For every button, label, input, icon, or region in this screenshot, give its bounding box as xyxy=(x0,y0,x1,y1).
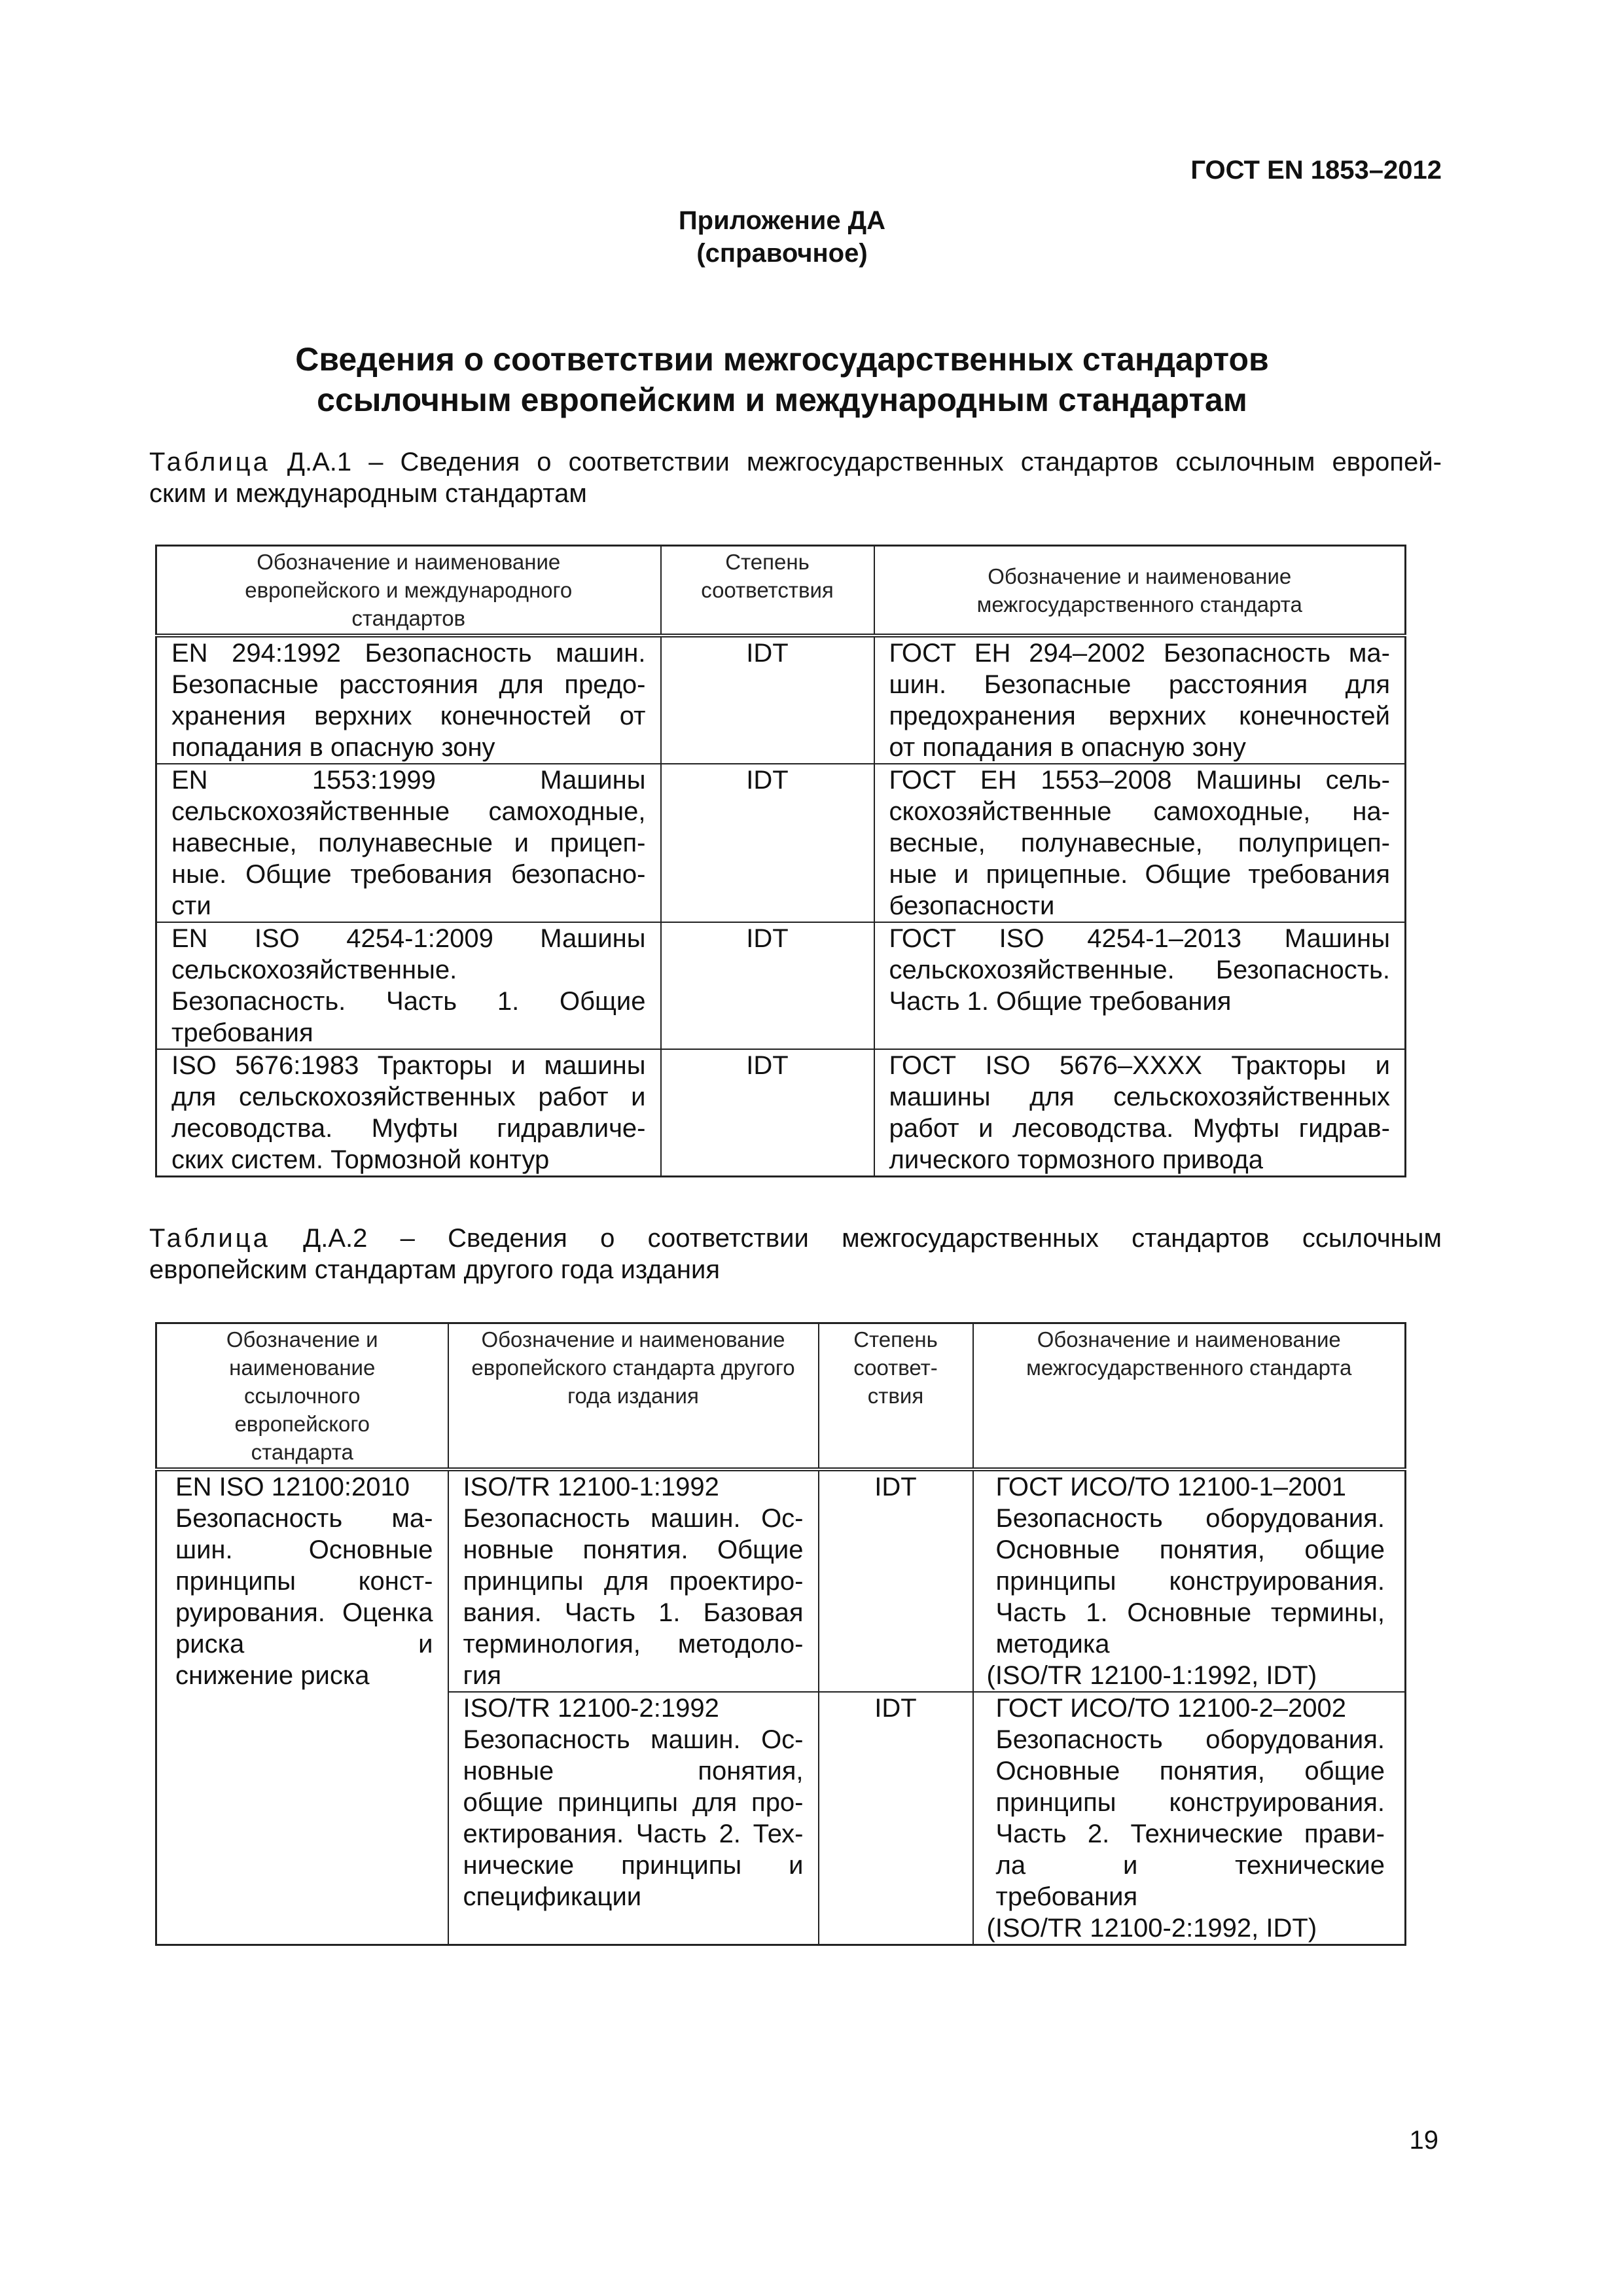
page-number: 19 xyxy=(1409,2126,1438,2155)
table1-caption xyxy=(149,446,1442,509)
cell-line: принципы конст- xyxy=(175,1567,433,1596)
cell-line: общие принципы для про- xyxy=(463,1788,804,1817)
cell-line: шин. Основные xyxy=(175,1535,433,1564)
cell-line: ГОСТ ЕН 294–2002 Безопасность ма- xyxy=(889,639,1390,668)
table1-ref-cell xyxy=(156,1049,661,1177)
cell-line: лесоводства. Муфты гидравличе- xyxy=(171,1114,646,1143)
cell-line: ГОСТ ISO 5676–XXXX Тракторы и xyxy=(889,1051,1390,1080)
table2-header-row xyxy=(156,1323,1406,1470)
cell-line: Безопасные расстояния для предо- xyxy=(171,670,646,699)
table2-caption xyxy=(149,1223,1442,1285)
cell-line: снижение риска xyxy=(175,1661,370,1690)
cell-line: ISO 5676:1983 Тракторы и машины xyxy=(171,1051,646,1080)
table1-ref-cell xyxy=(156,764,661,922)
cell-line: ГОСТ ISO 4254-1–2013 Машины xyxy=(889,924,1390,953)
table1-ref-cell xyxy=(156,922,661,1049)
cell-line: ISO/TR 12100-1:1992 xyxy=(463,1473,719,1501)
table1-row xyxy=(156,636,1406,764)
appendix-type: (справочное) xyxy=(696,239,868,268)
cell-line: вания. Часть 1. Базовая xyxy=(463,1598,804,1627)
table1-degree-cell: IDT xyxy=(661,922,874,1049)
table2-caption-label: Таблица xyxy=(149,1224,270,1253)
cell-line: EN ISO 4254-1:2009 Машины xyxy=(171,924,646,953)
table1-caption-line: ским и международным стандартам xyxy=(149,479,587,508)
cell-line: Безопасность машин. Ос- xyxy=(463,1725,804,1754)
cell-line: хранения верхних конечностей от xyxy=(171,702,646,730)
cell-line: для сельскохозяйственных работ и xyxy=(171,1083,646,1111)
cell-line: Безопасность оборудования. xyxy=(995,1504,1385,1533)
cell-line: ектирования. Часть 2. Тех- xyxy=(463,1820,804,1848)
cell-line: ГОСТ ИСО/ТО 12100-2–2002 xyxy=(995,1694,1347,1723)
table1-degree-cell: IDT xyxy=(661,764,874,922)
cell-line: EN ISO 12100:2010 xyxy=(175,1473,410,1501)
cell-line: ла и технические xyxy=(995,1851,1385,1880)
cell-line: принципы конструирования. xyxy=(995,1788,1385,1817)
cell-line: Основные понятия, общие xyxy=(995,1535,1385,1564)
cell-line: ГОСТ ИСО/ТО 12100-1–2001 xyxy=(995,1473,1347,1501)
cell-line: риска и xyxy=(175,1630,433,1659)
cell-line: от попадания в опасную зону xyxy=(889,733,1246,762)
cell-line: новные понятия. Общие xyxy=(463,1535,804,1564)
table1-ref-cell xyxy=(156,636,661,764)
document-code: ГОСТ EN 1853–2012 xyxy=(1190,156,1442,185)
cell-line: требования xyxy=(171,1018,313,1047)
table2-row xyxy=(156,1469,1406,1692)
cell-line: Безопасность оборудования. xyxy=(995,1725,1385,1754)
table1 xyxy=(155,545,1406,1177)
cell-line: ских систем. Тормозной контур xyxy=(171,1145,550,1174)
table1-gost-cell xyxy=(874,636,1406,764)
cell-line: шин. Безопасные расстояния для xyxy=(889,670,1390,699)
cell-line: нические принципы и xyxy=(463,1851,804,1880)
page-title xyxy=(0,339,1564,420)
table1-caption-label: Таблица xyxy=(149,448,270,476)
cell-line: безопасности xyxy=(889,891,1055,920)
cell-line: сельскохозяйственные. Безопасность. xyxy=(889,956,1390,984)
table1-header-row xyxy=(156,546,1406,636)
cell-line: EN 294:1992 Безопасность машин. xyxy=(171,639,646,668)
table2-other-cell xyxy=(448,1692,819,1945)
cell-line: сельскохозяйственные самоходные, xyxy=(171,797,646,826)
table2-ref-cell xyxy=(156,1469,448,1945)
cell-line: Часть 2. Технические прави- xyxy=(995,1820,1385,1848)
cell-line: навесные, полунавесные и прицеп- xyxy=(171,829,646,857)
cell-line: ГОСТ ЕН 1553–2008 Машины сель- xyxy=(889,766,1390,795)
table1-header-degree: Степень соответствия xyxy=(661,546,874,636)
cell-line: EN 1553:1999 Машины xyxy=(171,766,646,795)
table2-degree-cell: IDT xyxy=(819,1692,973,1945)
table1-header-ref: Обозначение и наименование европейского и международного стандартов xyxy=(156,546,661,636)
cell-line: Безопасность машин. Ос- xyxy=(463,1504,804,1533)
table2-caption-text: Д.А.2 – Сведения о соответствии межгосударственных стандартов ссылочным xyxy=(303,1224,1442,1253)
table1-header-gost: Обозначение и наименование межгосударственного стандарта xyxy=(874,546,1406,636)
cell-line: весные, полунавесные, полуприцеп- xyxy=(889,829,1390,857)
table1-degree-cell: IDT xyxy=(661,636,874,764)
cell-line: ные и прицепные. Общие требования xyxy=(889,860,1390,889)
table1-gost-cell xyxy=(874,1049,1406,1177)
cell-line: попадания в опасную зону xyxy=(171,733,495,762)
cell-line: принципы для проектиро- xyxy=(463,1567,804,1596)
cell-line: терминология, методоло- xyxy=(463,1630,804,1659)
table2-gost-cell xyxy=(973,1692,1406,1945)
page-title-line: Сведения о соответствии межгосударственных стандартов xyxy=(295,341,1269,378)
page-title-line: ссылочным европейским и международным стандартам xyxy=(317,382,1247,418)
cell-line: скохозяйственные самоходные, на- xyxy=(889,797,1390,826)
cell-line: лического тормозного привода xyxy=(889,1145,1263,1174)
cell-line: руирования. Оценка xyxy=(175,1598,433,1627)
table2-degree-cell: IDT xyxy=(819,1469,973,1692)
table2-gost-cell xyxy=(973,1469,1406,1692)
cell-line: работ и лесоводства. Муфты гидрав- xyxy=(889,1114,1390,1143)
table2-header-degree: Степень соответ-ствия xyxy=(819,1323,973,1470)
cell-line: Основные понятия, общие xyxy=(995,1757,1385,1785)
appendix-heading xyxy=(0,204,1564,270)
cell-line: Безопасность ма- xyxy=(175,1504,433,1533)
table1-caption-text: Д.А.1 – Сведения о соответствии межгосударственных стандартов ссылочным европей- xyxy=(287,448,1442,476)
cell-line: предохранения верхних конечностей xyxy=(889,702,1390,730)
cell-line: новные понятия, xyxy=(463,1757,804,1785)
cell-line: ные. Общие требования безопасно- xyxy=(171,860,646,889)
table1-row xyxy=(156,764,1406,922)
table2-caption-line xyxy=(149,1223,1442,1254)
cell-line: методика xyxy=(995,1630,1110,1659)
table1-row xyxy=(156,922,1406,1049)
cell-line: сельскохозяйственные. xyxy=(171,956,457,984)
table1-degree-cell: IDT xyxy=(661,1049,874,1177)
table1-caption-line xyxy=(149,446,1442,478)
table1-gost-cell xyxy=(874,764,1406,922)
table2 xyxy=(155,1322,1406,1946)
table1-row xyxy=(156,1049,1406,1177)
cell-line: требования xyxy=(995,1882,1138,1911)
table2-caption-line: европейским стандартам другого года издания xyxy=(149,1255,721,1284)
cell-line: спецификации xyxy=(463,1882,642,1911)
table2-header-gost: Обозначение и наименование межгосударственного стандарта xyxy=(973,1323,1406,1470)
cell-line: ISO/TR 12100-2:1992 xyxy=(463,1694,719,1723)
cell-line: машины для сельскохозяйственных xyxy=(889,1083,1390,1111)
cell-line: сти xyxy=(171,891,211,920)
table2-other-cell xyxy=(448,1469,819,1692)
table2-header-other: Обозначение и наименование европейского стандарта другого года издания xyxy=(448,1323,819,1470)
table1-gost-cell xyxy=(874,922,1406,1049)
cell-line: Часть 1. Основные термины, xyxy=(995,1598,1385,1627)
cell-line: Часть 1. Общие требования xyxy=(889,987,1232,1016)
cell-line: (ISO/TR 12100-1:1992, IDT) xyxy=(986,1661,1317,1690)
appendix-title: Приложение ДА xyxy=(678,206,886,235)
cell-line: (ISO/TR 12100-2:1992, IDT) xyxy=(986,1914,1317,1943)
table2-header-ref: Обозначение и наименование ссылочного европейского стандарта xyxy=(156,1323,448,1470)
cell-line: гия xyxy=(463,1661,502,1690)
cell-line: Безопасность. Часть 1. Общие xyxy=(171,987,646,1016)
cell-line: принципы конструирования. xyxy=(995,1567,1385,1596)
